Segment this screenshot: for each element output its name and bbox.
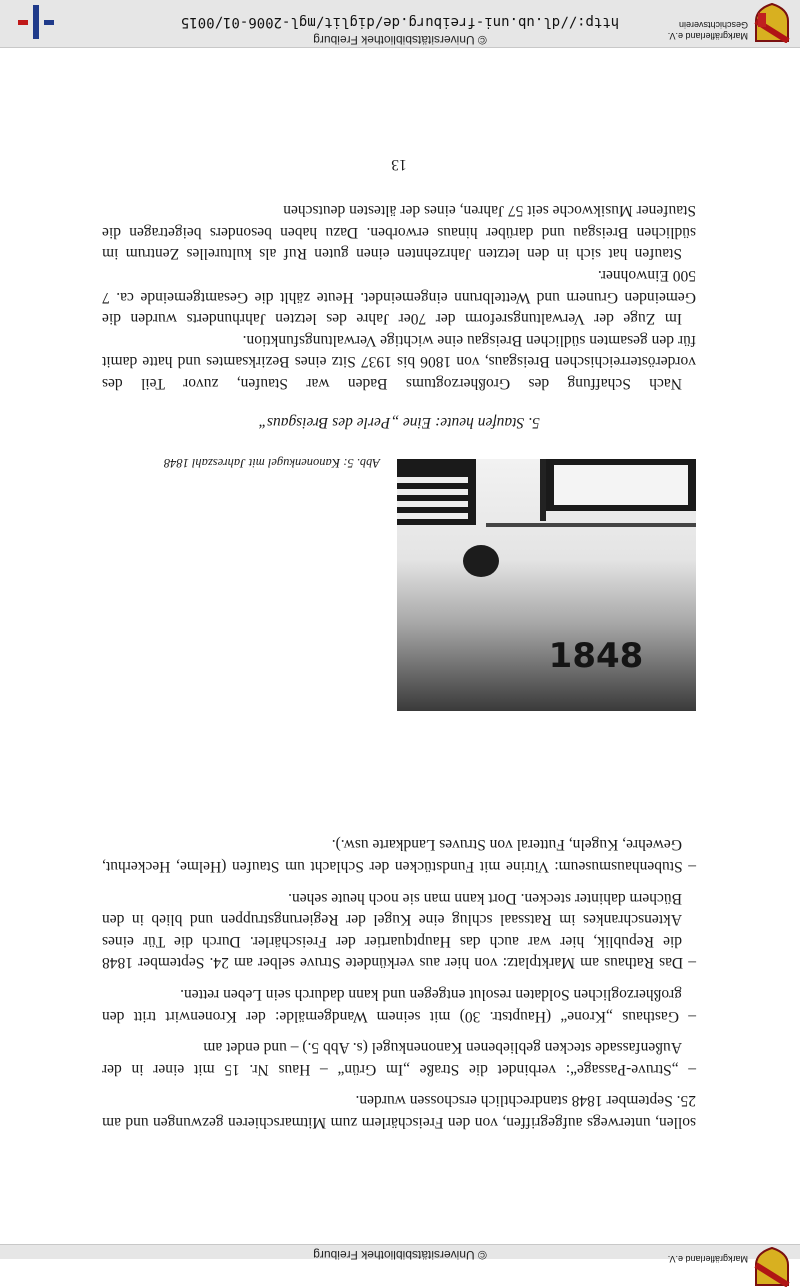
paragraph-kulturelles-zentrum: Staufen hat sich in den letzten Jahrzehnten einen guten Ruf als kulturelles Zentrum im südlichen Breisgau und darüber hinaus erworben. Dazu haben besonders beigetragen die Staufener Musikwoche seit 57 Jahren, eines der ältesten deutschen — [102, 202, 696, 263]
page-number: 13 — [391, 156, 407, 173]
library-credit: © Universitätsbibliothek Freiburg — [313, 33, 487, 47]
cannonball-photo — [397, 459, 696, 711]
list-item-struve-passage: – „Struve-Passage“: verbindet die Straße „Im Grün“ – Haus Nr. 15 mit einer in der Außenfassade stecken gebliebenen Kanonenkugel (s. Abb 5.) – und endet am — [102, 1039, 696, 1078]
photo-year-inscription: 1848 — [548, 636, 644, 676]
verein-line-1: Markgräflerland e.V. — [667, 31, 748, 41]
verein-crest-icon — [752, 1247, 792, 1287]
permalink-url: http://dl.ub.uni-freiburg.de/diglit/mgl-2006-01/0015 — [180, 14, 620, 30]
top-verein-fragment: Markgräflerland e.V. — [667, 1254, 748, 1264]
text-block-top — [102, 834, 696, 1133]
paragraph-verwaltungsreform: Im Zuge der Verwaltungsreform der 70er Jahre des letzten Jahrhunderts wurden die Gemeinden Grunern und Wettelbrunn eingemeindet. Heute zählt die Gesamtgemeinde ca. 7 500 Einwohner. — [102, 267, 696, 328]
text-block-bottom — [102, 200, 696, 394]
list-item-stubenhausmuseum: – Stubenhausmuseum: Vitrine mit Fundstücken der Schlacht um Staufen (Helme, Heckerhut, Gewehre, Kugeln, Futteral von Struves Landkarte usw.). — [102, 836, 696, 876]
verein-name — [668, 19, 748, 41]
section-heading: 5. Staufen heute: Eine „Perle des Breisgaus“ — [258, 414, 540, 431]
verein-crest-icon — [752, 3, 792, 43]
verein-line-2: Geschichtsverein — [678, 20, 748, 30]
university-library-logo-icon — [14, 3, 58, 43]
top-footer-strip — [0, 1244, 800, 1264]
list-item-gasthaus-krone: – Gasthaus „Krone“ (Hauptstr. 30) mit seinem Wandgemälde: der Kronenwirt tritt den großherzoglichen Soldaten resolut entgegen und kann dadurch sein Leben retten. — [102, 986, 696, 1025]
digitization-footer — [0, 0, 800, 48]
list-item-rathaus: – Das Rathaus am Marktplatz: von hier aus verkündete Struve selber am 24. September 1848 die Republik, hier war auch das Hauptquartier der Freischärler. Durch die Tür eines Aktenschrankes im Ratssaal schlug eine Kugel der Regierungstruppen und blieb in den Büchern dahinter stecken. Dort kann man sie noch heute sehen. — [102, 889, 696, 972]
top-library-fragment: © Universitätsbibliothek Freiburg — [313, 1248, 487, 1262]
paragraph-executed: sollen, unterwegs aufgegriffen, von den Freischärlern zum Mitmarschieren gezwungen und am 25. September 1848 standrechtlich erschossen wurden. — [102, 1092, 696, 1131]
figure-caption: Abb. 5: Kanonenkugel mit Jahreszahl 1848 — [163, 456, 380, 470]
paragraph-grossherzogtum: Nach Schaffung des Großherzogtums Baden war Staufen, zuvor Teil des vorderösterreichischen Breisgaus, von 1806 bis 1937 Sitz eines Bezirksamtes und hatte damit für den gesamten südlichen Breisgau eine wichtige Verwaltungsfunktion. — [102, 331, 696, 392]
